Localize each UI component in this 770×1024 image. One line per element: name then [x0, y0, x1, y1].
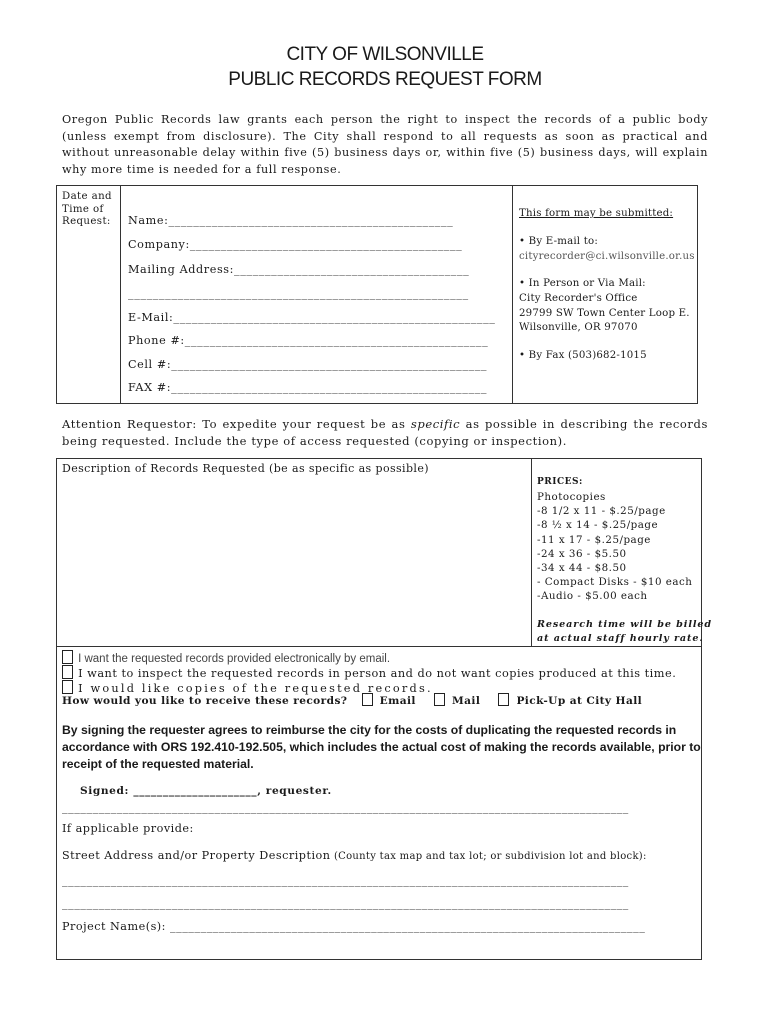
in-person-label: In Person or Via Mail:	[528, 278, 646, 289]
cell-label: Cell #:	[128, 358, 172, 371]
name-line: ______________________________________________	[168, 214, 454, 227]
delivery-email-label: Email	[379, 695, 416, 707]
email-label: E-Mail:	[128, 311, 174, 324]
if-applicable-label: If applicable provide:	[62, 822, 194, 835]
delivery-question: How would you like to receive these records?	[62, 695, 348, 707]
price-item: -Audio - $5.00 each	[537, 590, 648, 603]
delivery-email-checkbox[interactable]	[362, 693, 373, 706]
attention-prefix: Attention Requestor: To expedite your request be as	[62, 417, 411, 431]
box-divider-left	[120, 185, 121, 404]
name-field[interactable]	[128, 214, 453, 227]
city-recorder-email[interactable]: cityrecorder@ci.wilsonville.or.us	[519, 251, 695, 262]
cell-line: ___________________________________________________	[171, 358, 488, 371]
price-list	[537, 490, 692, 604]
prices-heading: PRICES:	[537, 477, 583, 487]
signature-row[interactable]	[80, 785, 332, 797]
agreement-statement: By signing the requester agrees to reimburse the city for the costs of duplicating the requested records in accordance with ORS 192.410-192.505, which includes the actual cost of making the records available, prior to receipt of the requested material.	[62, 723, 701, 771]
requester-label: , requester.	[257, 785, 332, 797]
box-divider-right	[512, 185, 513, 404]
phone-field[interactable]	[128, 334, 488, 347]
delivery-mail-checkbox[interactable]	[434, 693, 445, 706]
mailing-address-field[interactable]	[128, 263, 469, 276]
research-note-line-2: at actual staff hourly rate.	[537, 633, 704, 644]
description-input-area[interactable]	[58, 480, 529, 644]
attention-emphasis: specific	[410, 417, 461, 431]
company-line: ____________________________________________	[189, 238, 463, 251]
submit-in-person	[519, 277, 646, 292]
name-label: Name:	[128, 214, 169, 227]
fax-label: FAX #:	[128, 381, 172, 394]
form-title-line-2: PUBLIC RECORDS REQUEST FORM	[228, 69, 542, 90]
email-submit-label: By E-mail to:	[528, 236, 598, 247]
option-inspect-label: I want to inspect the requested records in person and do not want copies produced at this time.	[78, 667, 677, 680]
price-item: -8 ½ x 14 - $.25/page	[537, 519, 659, 532]
office-street: 29799 SW Town Center Loop E.	[519, 308, 690, 319]
street-address-row	[62, 849, 647, 862]
bullet-icon: •	[519, 236, 526, 247]
office-name: City Recorder's Office	[519, 293, 638, 304]
option-electronic-label: I want the requested records provided electronically by email.	[78, 653, 391, 665]
submit-by-fax	[519, 349, 647, 364]
street-address-label: Street Address and/or Property Description	[62, 849, 331, 862]
research-note-line-1: Research time will be billed	[537, 619, 713, 630]
mailing-address-line-2: _______________________________________________________	[128, 287, 469, 300]
cell-field[interactable]	[128, 358, 487, 371]
company-label: Company:	[128, 238, 190, 251]
street-address-line-2[interactable]: _____________________________________________________________________________________________	[62, 897, 629, 910]
email-field[interactable]	[128, 311, 495, 324]
form-title-line-1: CITY OF WILSONVILLE	[286, 44, 484, 65]
signature-divider: _____________________________________________________________________________________________	[62, 801, 629, 814]
lower-frame-bottom	[56, 959, 702, 960]
signed-label: Signed:	[80, 785, 130, 797]
mailing-address-label: Mailing Address:	[128, 263, 235, 276]
delivery-row	[62, 693, 642, 707]
intro-paragraph: Oregon Public Records law grants each person the right to inspect the records of a public body (unless exempt from disclosure). The City shall respond to all requests as soon as practical and without unreasonable delay within five (5) business days or, within five (5) business days, will explain why more time is needed for a full response.	[62, 113, 708, 176]
company-field[interactable]	[128, 238, 462, 251]
project-name-row[interactable]	[62, 920, 694, 933]
submit-by-email	[519, 235, 598, 250]
copies-checkbox[interactable]	[62, 680, 73, 694]
delivery-pickup-checkbox[interactable]	[498, 693, 509, 706]
mailing-address-field-2[interactable]	[128, 287, 469, 300]
lower-frame-left	[56, 647, 57, 960]
attention-suffix: as possible in describing the records being requested. Include the type of access requested (copying or inspection).	[62, 417, 708, 448]
attention-paragraph	[62, 416, 708, 450]
price-item: -34 x 44 - $8.50	[537, 562, 627, 575]
option-copies-label: I would like copies of the requested records.	[78, 682, 433, 695]
description-label: Description of Records Requested (be as specific as possible)	[62, 462, 429, 475]
bullet-icon: •	[519, 278, 526, 289]
phone-label: Phone #:	[128, 334, 185, 347]
date-time-label: Date and Time of Request:	[62, 191, 112, 227]
price-item: Photocopies	[537, 491, 606, 503]
lower-frame-right	[701, 647, 702, 960]
project-name-line: ______________________________________________________________________________	[170, 920, 646, 933]
fax-line: ___________________________________________________	[171, 381, 488, 394]
street-address-hint: (County tax map and tax lot; or subdivision lot and block):	[330, 851, 647, 862]
price-item: -24 x 36 - $5.50	[537, 547, 627, 560]
price-item: -8 1/2 x 11 - $.25/page	[537, 505, 666, 518]
mailing-address-line: ______________________________________	[234, 263, 470, 276]
project-name-label: Project Name(s):	[62, 920, 166, 933]
delivery-pickup-label: Pick-Up at City Hall	[516, 695, 643, 707]
bullet-icon: •	[519, 350, 526, 361]
fax-field[interactable]	[128, 381, 487, 394]
email-line: ____________________________________________________	[173, 311, 496, 324]
delivery-mail-label: Mail	[452, 695, 481, 707]
submit-heading: This form may be submitted:	[519, 208, 674, 219]
street-address-line-1[interactable]: _____________________________________________________________________________________________	[62, 874, 629, 887]
fax-submit-label: By Fax (503)682-1015	[528, 350, 647, 361]
phone-line: _________________________________________________	[184, 334, 489, 347]
signed-line: _____________________	[133, 785, 258, 797]
price-item: - Compact Disks - $10 each	[537, 576, 693, 589]
price-item: -11 x 17 - $.25/page	[537, 533, 651, 546]
office-city: Wilsonville, OR 97070	[519, 322, 638, 333]
description-divider	[531, 458, 532, 647]
